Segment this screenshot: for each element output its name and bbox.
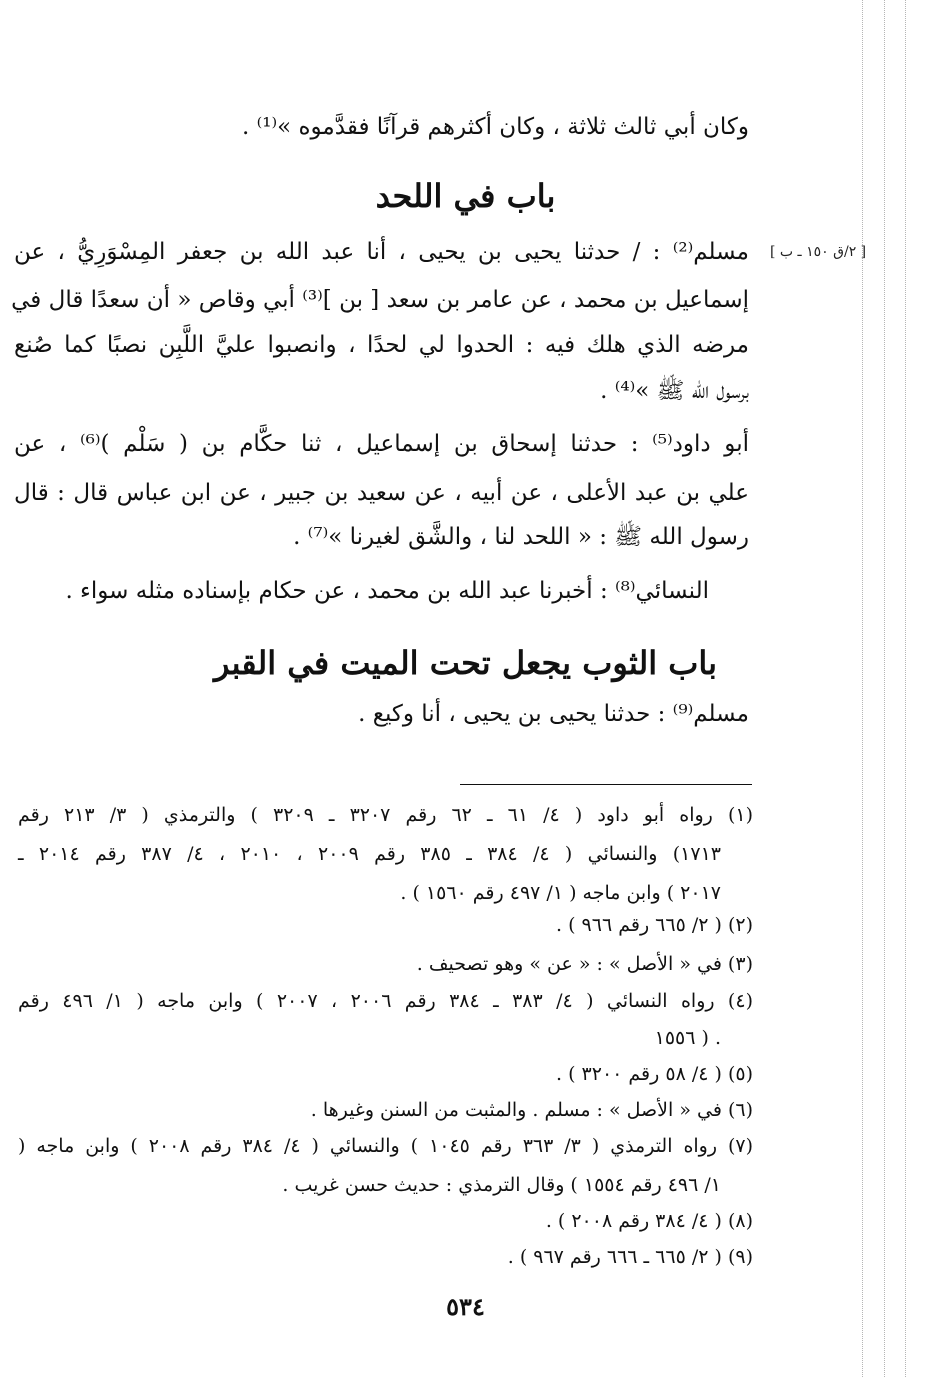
hadith-nasai-line: النسائي⁽⁸⁾ : أخبرنا عبد الله بن محمد ، عن حكام بإسناده مثله سواء . — [65, 578, 709, 604]
footnote-7-line-2: ١/ ٤٩٦ رقم ١٥٥٤ ) وقال الترمذي : حديث حسن غريب . — [282, 1174, 721, 1196]
manuscript-folio-note: [ ٢/ق ١٥٠ ـ ب ] — [770, 244, 867, 260]
footnote-9: (٩) ( ٢/ ٦٦٥ ـ ٦٦٦ رقم ٩٦٧ ) . — [507, 1246, 753, 1268]
footnote-4-line-2: ١٥٥٦ ) . — [654, 1027, 721, 1049]
footnote-5: (٥) ( ٤/ ٥٨ رقم ٣٢٠٠ ) . — [556, 1063, 753, 1085]
chapter-heading: باب الثوب يجعل تحت الميت في القبر — [213, 644, 718, 682]
hadith-muslim-line-3: مرضه الذي هلك فيه : الحدوا لي لحدًا ، وانصبوا عليَّ اللَّبِن نصبًا كما صُنع — [14, 332, 749, 358]
footnote-8: (٨) ( ٤/ ٣٨٤ رقم ٢٠٠٨ ) . — [545, 1210, 753, 1232]
footnote-1-line-3: ٢٠١٧ ) وابن ماجه ( ١/ ٤٩٧ رقم ١٥٦٠ ) . — [400, 882, 721, 904]
footnote-6: (٦) في « الأصل » : مسلم . والمثبت من السنن وغيرها . — [310, 1099, 753, 1121]
footnote-7-line-1: (٧) رواه الترمذي ( ٣/ ٣٦٣ رقم ١٠٤٥ ) والنسائي ( ٤/ ٣٨٤ رقم ٢٠٠٨ ) وابن ماجه ( — [18, 1135, 754, 1157]
footnote-1-line-1: (١) رواه أبو داود ( ٤/ ٦١ ـ ٦٢ رقم ٣٢٠٧ ـ ٣٢٠٩ ) والترمذي ( ٣/ ٢١٣ رقم — [18, 804, 753, 826]
footnote-2: (٢) ( ٢/ ٦٦٥ رقم ٩٦٦ ) . — [556, 914, 753, 936]
footnote-4-line-1: (٤) رواه النسائي ( ٤/ ٣٨٣ ـ ٣٨٤ رقم ٢٠٠٦ ، ٢٠٠٧ ) وابن ماجه ( ١/ ٤٩٦ رقم — [18, 990, 753, 1012]
hadith-muslim-line-1: مسلم⁽²⁾ : / حدثنا يحيى بن يحيى ، أنا عبد الله بن جعفر المِسْوَرِيُّ ، عن — [14, 239, 749, 265]
footnote-1-line-2: ١٧١٣) والنسائي ( ٤/ ٣٨٤ ـ ٣٨٥ رقم ٢٠٠٩ ، ٢٠١٠ ، ٤/ ٣٨٧ رقم ٢٠١٤ ـ — [18, 843, 721, 865]
hadith-abudawud-line-1: أبو داود⁽⁵⁾ : حدثنا إسحاق بن إسماعيل ، ثنا حكَّام بن ( سَلْم )⁽⁶⁾ ، عن — [14, 431, 749, 457]
hadith-abudawud-line-3: رسول الله ﷺ : « اللحد لنا ، والشَّق لغيرنا »⁽⁷⁾ . — [293, 524, 749, 550]
hadith-muslim-2-line: مسلم⁽⁹⁾ : حدثنا يحيى بن يحيى ، أنا وكيع . — [358, 701, 749, 727]
chapter-heading: باب في اللحد — [375, 177, 556, 215]
hadith-muslim-line-4: برسول الله ﷺ »⁽⁴⁾ . — [600, 378, 749, 404]
footnote-3: (٣) في « الأصل » : « عن » وهو تصحيف . — [416, 953, 753, 975]
hadith-muslim-line-2: إسماعيل بن محمد ، عن عامر بن سعد [ بن ]⁽³⁾ أبي وقاص « أن سعدًا قال في — [11, 287, 749, 313]
text-line-intro: وكان أبي ثالث ثلاثة ، وكان أكثرهم قرآنًا فقدَّموه »⁽¹⁾ . — [241, 114, 749, 140]
hadith-abudawud-line-2: علي بن عبد الأعلى ، عن أبيه ، عن سعيد بن جبير ، عن ابن عباس قال : قال — [14, 480, 749, 506]
footnote-separator — [460, 784, 752, 785]
page-number: ٥٣٤ — [446, 1292, 485, 1321]
